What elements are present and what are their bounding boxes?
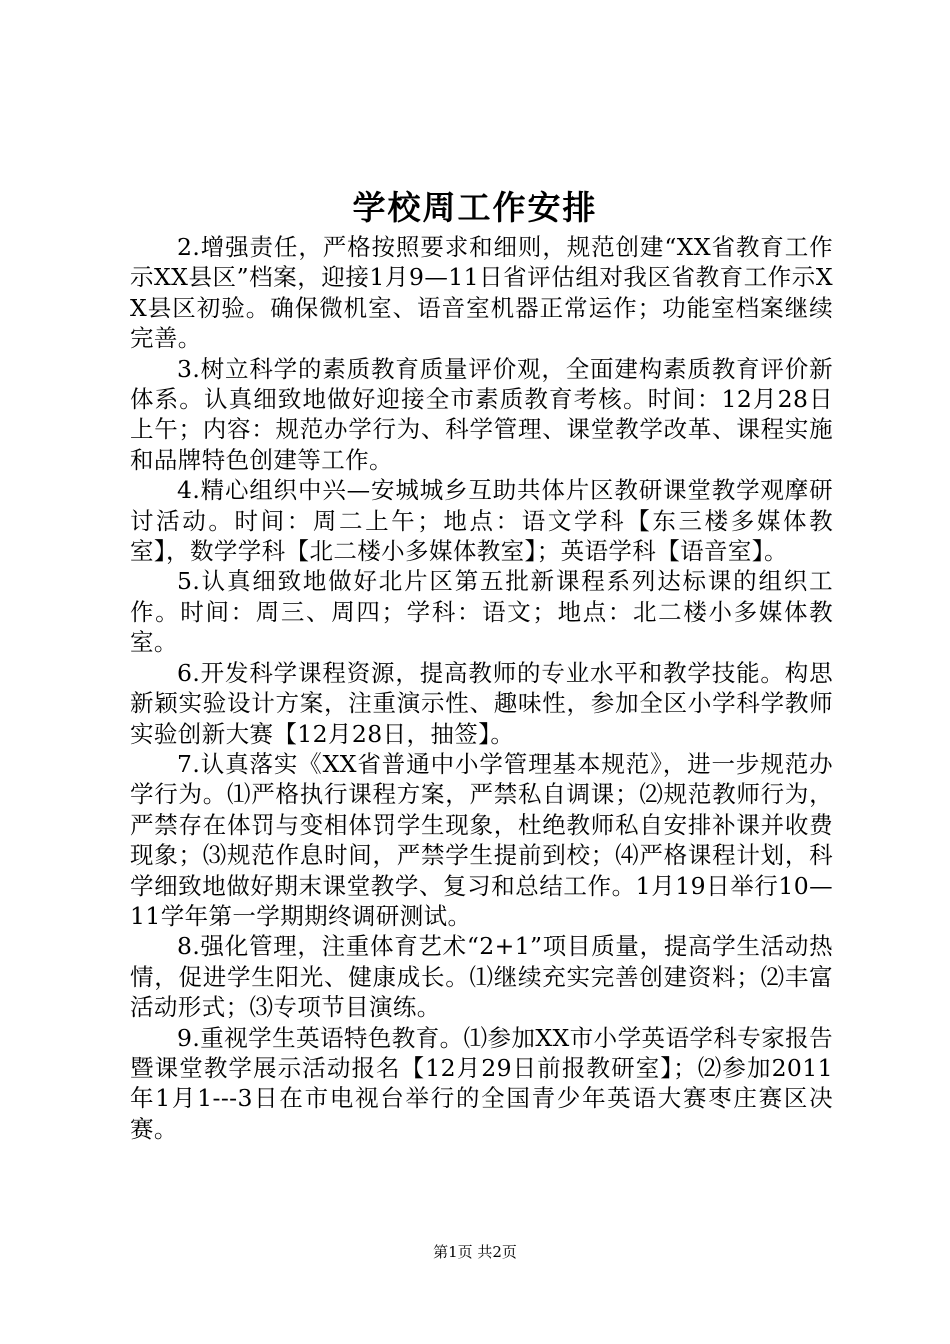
paragraph-item-2: 2.增强责任，严格按照要求和细则，规范创建“XX省教育工作示XX县区”档案，迎接1月9—11日省评估组对我区省教育工作示XX县区初验。确保微机室、语音室机器正常运作；功能室档案继续完善。 [130, 233, 833, 353]
paragraph-item-8: 8.强化管理，注重体育艺术“2+1”项目质量，提高学生活动热情，促进学生阳光、健康成长。⑴继续充实完善创建资料；⑵丰富活动形式；⑶专项节目演练。 [130, 932, 833, 1022]
paragraph-item-9: 9.重视学生英语特色教育。⑴参加XX市小学英语学科专家报告暨课堂教学展示活动报名【12月29日前报教研室】；⑵参加2011年1月1---3日在市电视台举行的全国青少年英语大赛枣庄赛区决赛。 [130, 1023, 833, 1143]
paragraph-item-4: 4.精心组织中兴—安城城乡互助共体片区教研课堂教学观摩研讨活动。时间：周二上午；地点：语文学科【东三楼多媒体教室】，数学学科【北二楼小多媒体教室】；英语学科【语音室】。 [130, 476, 833, 566]
paragraph-item-5: 5.认真细致地做好北片区第五批新课程系列达标课的组织工作。时间：周三、周四；学科：语文；地点：北二楼小多媒体教室。 [130, 567, 833, 657]
paragraph-item-3: 3.树立科学的素质教育质量评价观，全面建构素质教育评价新体系。认真细致地做好迎接全市素质教育考核。时间：12月28日上午；内容：规范办学行为、科学管理、课堂教学改革、课程实施和品牌特色创建等工作。 [130, 354, 833, 474]
document-body [130, 232, 833, 1144]
paragraph-item-7: 7.认真落实《XX省普通中小学管理基本规范》，进一步规范办学行为。⑴严格执行课程方案，严禁私自调课；⑵规范教师行为，严禁存在体罚与变相体罚学生现象，杜绝教师私自安排补课并收费现象；⑶规范作息时间，严禁学生提前到校；⑷严格课程计划，科学细致地做好期末课堂教学、复习和总结工作。1月19日举行10—11学年第一学期期终调研测试。 [130, 749, 833, 930]
document-title: 学校周工作安排 [352, 188, 598, 227]
paragraph-item-6: 6.开发科学课程资源，提高教师的专业水平和教学技能。构思新颖实验设计方案，注重演示性、趣味性，参加全区小学科学教师实验创新大赛【12月28日，抽签】。 [130, 658, 833, 748]
page-number-footer: 第1页 共2页 [433, 1243, 517, 1261]
